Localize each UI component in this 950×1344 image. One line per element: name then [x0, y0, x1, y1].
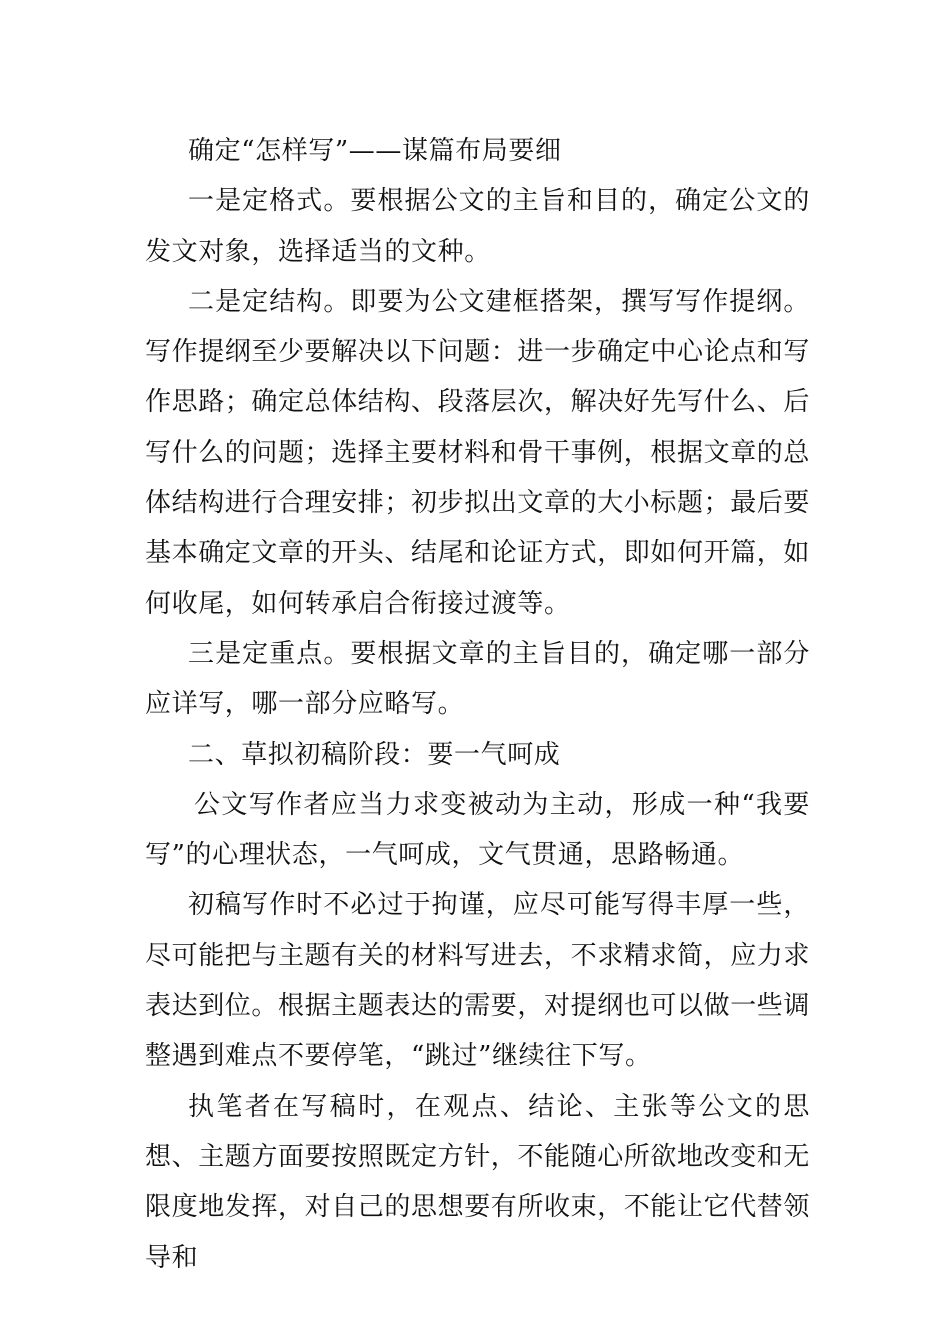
paragraph-structure: 二是定结构。即要为公文建框搭架，撰写写作提纲。写作提纲至少要解决以下问题：进一步确定中心论点和写作思路；确定总体结构、段落层次，解决好先写什么、后写什么的问题；选择主要材料和骨干事例，根据文章的总体结构进行合理安排；初步拟出文章的大小标题；最后要基本确定文章的开头、结尾和论证方式，即如何开篇，如何收尾，如何转承启合衔接过渡等。 — [145, 286, 811, 619]
paragraph-format: 一是定格式。要根据公文的主旨和目的，确定公文的发文对象，选择适当的文种。 — [145, 186, 810, 267]
section-heading-how-to-write: 确定“怎样写”——谋篇布局要细 — [188, 136, 562, 166]
paragraph-focus: 三是定重点。要根据文章的主旨目的，确定哪一部分应详写，哪一部分应略写。 — [145, 638, 810, 720]
section-heading-drafting: 二、草拟初稿阶段：要一气呵成 — [188, 739, 561, 770]
paragraph-initiative: 公文写作者应当力求变被动为主动，形成一种“我要写”的心理状态，一气呵成，文气贯通，思路畅通。 — [145, 789, 810, 871]
document-body — [145, 126, 810, 1283]
paragraph-writer-guidance: 执笔者在写稿时，在观点、结论、主张等公文的思想、主题方面要按照既定方针，不能随心所欲地改变和无限度地发挥，对自己的思想要有所收束，不能让它代替领导和 — [145, 1091, 811, 1273]
paragraph-first-draft: 初稿写作时不必过于拘谨，应尽可能写得丰厚一些，尽可能把与主题有关的材料写进去，不求精求简，应力求表达到位。根据主题表达的需要，对提纲也可以做一些调整遇到难点不要停笔，“跳过”继续往下写。 — [145, 890, 811, 1072]
